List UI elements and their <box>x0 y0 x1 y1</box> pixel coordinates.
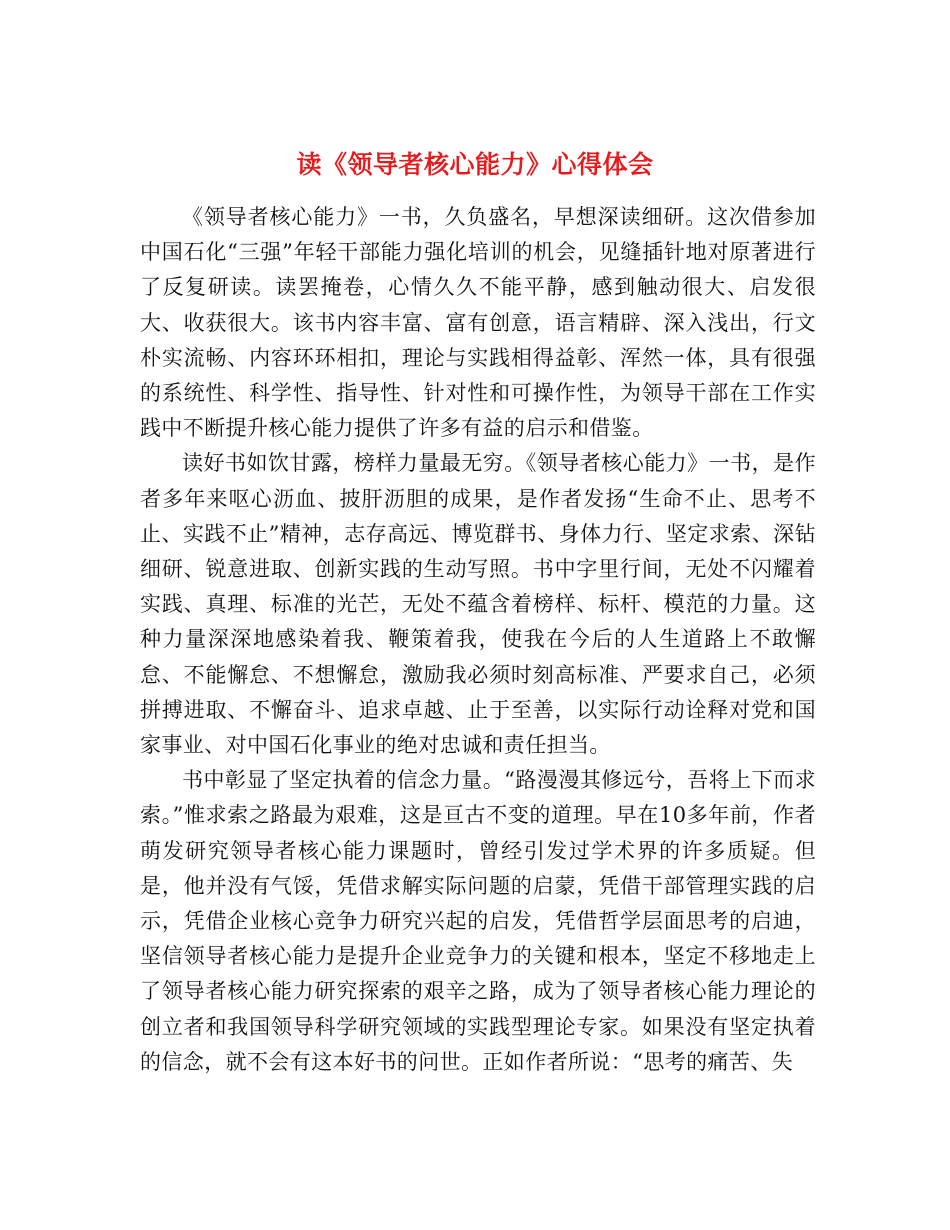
document-title: 读《领导者核心能力》心得体会 <box>296 149 654 179</box>
paragraph-1: 《领导者核心能力》一书，久负盛名，早想深读细研。这次借参加中国石化“三强”年轻干部能力强化培训的机会，见缝插针地对原著进行了反复研读。读罢掩卷，心情久久不能平静，感到触动很大、启发很大、收获很大。该书内容丰富、富有创意，语言精辟、深入浅出，行文朴实流畅、内容环环相扣，理论与实践相得益彰、浑然一体，具有很强的系统性、科学性、指导性、针对性和可操作性，为领导干部在工作实践中不断提升核心能力提供了许多有益的启示和借鉴。 <box>140 205 816 441</box>
document-body <box>140 200 816 1080</box>
paragraph-3: 书中彰显了坚定执着的信念力量。“路漫漫其修远兮，吾将上下而求索。”惟求索之路最为艰难，这是亘古不变的道理。早在10多年前，作者萌发研究领导者核心能力课题时，曾经引发过学术界的许多质疑。但是，他并没有气馁，凭借求解实际问题的启蒙，凭借干部管理实践的启示，凭借企业核心竞争力研究兴起的启发，凭借哲学层面思考的启迪，坚信领导者核心能力是提升企业竞争力的关键和根本，坚定不移地走上了领导者核心能力研究探索的艰辛之路，成为了领导者核心能力理论的创立者和我国领导科学研究领域的实践型理论专家。如果没有坚定执着的信念，就不会有这本好书的问世。正如作者所说：“思考的痛苦、失 <box>140 768 816 1074</box>
paragraph-2: 读好书如饮甘露，榜样力量最无穷。《领导者核心能力》一书，是作者多年来呕心沥血、披肝沥胆的成果，是作者发扬“生命不止、思考不止、实践不止”精神，志存高远、博览群书、身体力行、坚定求索、深钻细研、锐意进取、创新实践的生动写照。书中字里行间，无处不闪耀着实践、真理、标准的光芒，无处不蕴含着榜样、标杆、模范的力量。这种力量深深地感染着我、鞭策着我，使我在今后的人生道路上不敢懈怠、不能懈怠、不想懈怠，激励我必须时刻高标准、严要求自己，必须拼搏进取、不懈奋斗、追求卓越、止于至善，以实际行动诠释对党和国家事业、对中国石化事业的绝对忠诚和责任担当。 <box>140 451 816 758</box>
